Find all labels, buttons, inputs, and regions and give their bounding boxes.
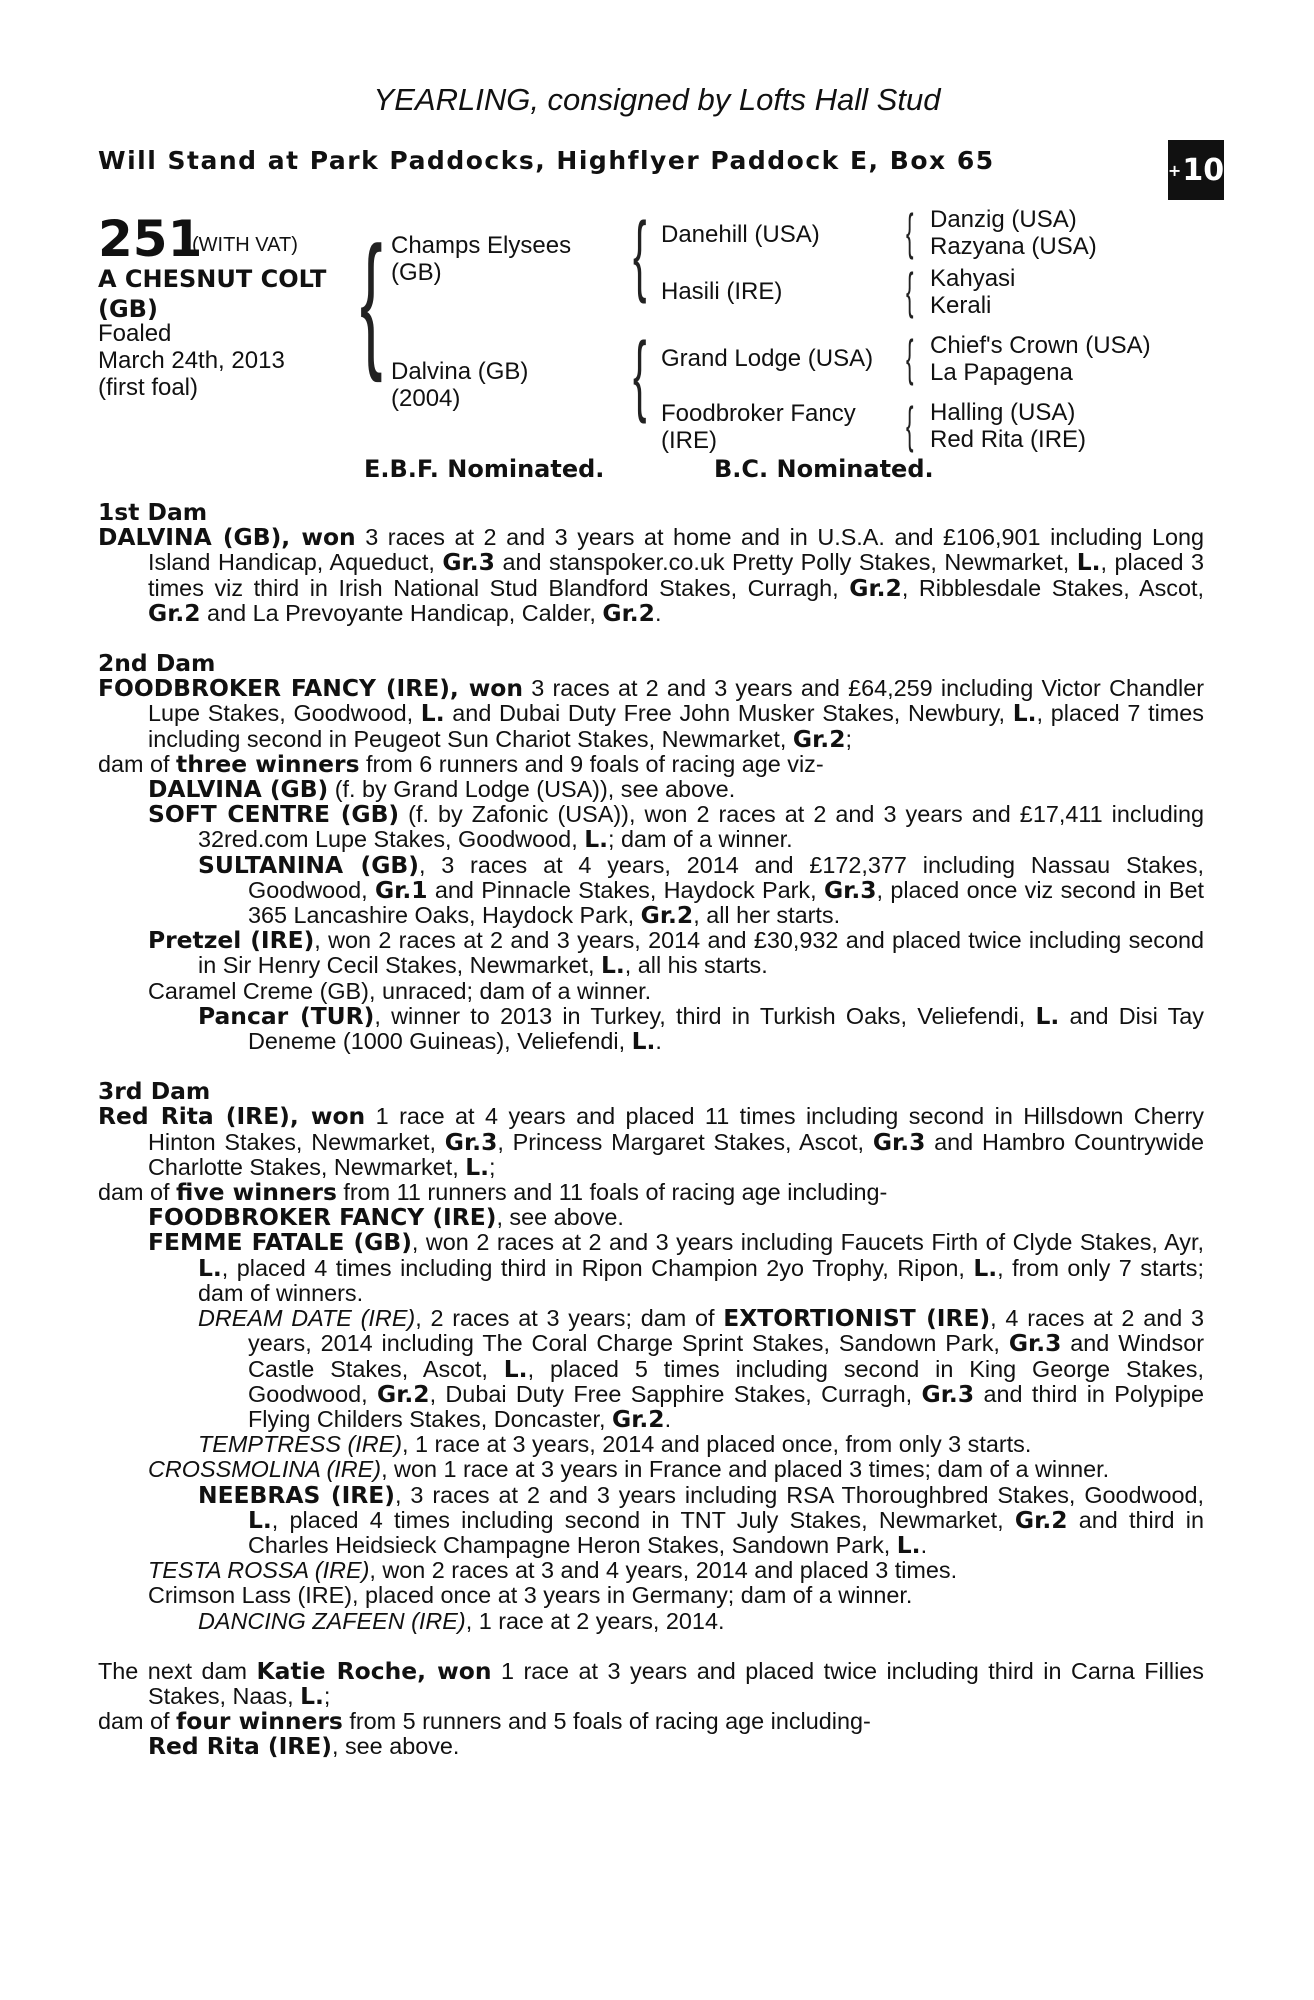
brace-3: { [906, 330, 914, 386]
badge-plus: + [1167, 160, 1182, 180]
third-dam-record: Red Rita (IRE), won 1 race at 4 years and placed 11 times including second in Hillsdown Cherry Hinton Stakes, Newmarket, Gr.3, Princess Margaret Stakes, Ascot, Gr.3 and Hambro Countrywide Charlotte Stakes, Newmarket, L.; [98, 1102, 1204, 1181]
third-dam-section [98, 1079, 1204, 1633]
stand-location: Will Stand at Park Paddocks, Highflyer Paddock E, Box 65 [98, 146, 995, 175]
gen3-3 [930, 332, 1151, 386]
second-dam-heading: 2nd Dam [98, 649, 216, 678]
list-item: Caramel Creme (GB), unraced; dam of a winner. [148, 977, 652, 1004]
second-dam-section [98, 651, 1204, 1054]
list-item: SOFT CENTRE (GB) (f. by Zafonic (USA)), won 2 races at 2 and 3 years and £17,411 including 32red.com Lupe Stakes, Goodwood, L.; dam of a winner. [148, 800, 1204, 854]
dam-line-brace: { [633, 325, 647, 425]
lot-number: 251 [98, 210, 203, 268]
pedigree-sire [391, 232, 571, 286]
dam-sire: Grand Lodge (USA) [661, 345, 874, 372]
gen3-dds: Halling (USA) [930, 399, 1076, 426]
second-dam-name: FOODBROKER FANCY (IRE) [98, 674, 450, 703]
sire-dam-brace: { [360, 215, 383, 383]
next-dam-section [98, 1656, 1204, 1761]
vat-note: (WITH VAT) [192, 234, 298, 256]
foaled-date: March 24th, 2013 [98, 347, 285, 374]
list-item: Pancar (TUR), winner to 2013 in Turkey, third in Turkish Oaks, Veliefendi, L. and Disi Tay Deneme (1000 Guineas), Veliefendi, L.. [198, 1001, 1205, 1056]
foaled-label: Foaled [98, 320, 172, 347]
catalogue-body [98, 500, 1204, 1785]
sire-dam: Hasili (IRE) [661, 278, 783, 305]
list-item: TESTA ROSSA (IRE), won 2 races at 3 and 4 years, 2014 and placed 3 times. [148, 1557, 958, 1584]
ebf-nominated: E.B.F. Nominated. [364, 455, 605, 483]
list-item: NEEBRAS (IRE), 3 races at 2 and 3 years including RSA Thoroughbred Stakes, Goodwood, L., placed 4 times including second in TNT July Stakes, Newmarket, Gr.2 and third in Charles Heidsieck Champagne Heron Stakes, Sandown Park, L.. [198, 1480, 1204, 1559]
lot-description-line1: A CHESNUT COLT [98, 265, 327, 293]
won-label: won [301, 523, 356, 552]
list-item: DALVINA (GB) (f. by Grand Lodge (USA)), see above. [148, 775, 736, 804]
bc-nominated: B.C. Nominated. [714, 455, 934, 483]
third-dam-name: Red Rita (IRE) [98, 1102, 290, 1131]
gen3-1 [930, 206, 1097, 260]
lot-description [98, 264, 326, 324]
gen3-sss: Danzig (USA) [930, 206, 1077, 233]
second-dam-summary: dam of three winners from 6 runners and 9 foals of racing age viz- [98, 749, 824, 778]
gen3-dsd: La Papagena [930, 359, 1073, 386]
brace-1: { [906, 204, 914, 260]
foaled-details [98, 320, 285, 401]
third-dam-heading: 3rd Dam [98, 1077, 211, 1106]
first-dam-section [98, 500, 1204, 626]
badge-number: 10 [1182, 152, 1225, 188]
gen3-4 [930, 399, 1086, 453]
list-item: DREAM DATE (IRE), 2 races at 3 years; dam of EXTORTIONIST (IRE), 4 races at 2 and 3 years, 2014 including The Coral Charge Sprint Stakes, Sandown Park, Gr.3 and Windsor Castle Stakes, Ascot, L., placed 5 times including second in King George Stakes, Goodwood, Gr.2, Dubai Duty Free Sapphire Stakes, Curragh, Gr.3 and third in Polypipe Flying Childers Stakes, Doncaster, Gr.2. [198, 1304, 1205, 1433]
next-dam-summary: dam of four winners from 5 runners and 5 foals of racing age including- [98, 1707, 871, 1736]
dam-name: Dalvina (GB) [391, 358, 529, 385]
next-dam-record: The next dam Katie Roche, won 1 race at 3 years and placed twice including third in Carna Fillies Stakes, Naas, L.; [98, 1656, 1204, 1710]
list-item: Crimson Lass (IRE), placed once at 3 years in Germany; dam of a winner. [148, 1582, 913, 1609]
gen3-2 [930, 265, 1015, 319]
brace-2: { [906, 263, 914, 319]
dam-dam-origin: (IRE) [661, 427, 717, 454]
dam-year: (2004) [391, 385, 461, 412]
brace-4: { [906, 397, 914, 453]
list-item: CROSSMOLINA (IRE), won 1 race at 3 years in France and placed 3 times; dam of a winner. [148, 1456, 1110, 1483]
second-dam-record: FOODBROKER FANCY (IRE), won 3 races at 2 and 3 years and £64,259 including Victor Chandler Lupe Stakes, Goodwood, L. and Dubai Duty Free John Musker Stakes, Newbury, L., placed 7 times including second in Peugeot Sun Chariot Stakes, Newmarket, Gr.2; [98, 674, 1205, 753]
third-dam-summary: dam of five winners from 11 runners and 11 foals of racing age including- [98, 1178, 888, 1207]
list-item: SULTANINA (GB), 3 races at 4 years, 2014 and £172,377 including Nassau Stakes, Goodwood, Gr.1 and Pinnacle Stakes, Haydock Park, Gr.3, placed once viz second in Bet 365 Lancashire Oaks, Haydock Park, Gr.2, all her starts. [198, 850, 1205, 930]
lot-badge [1168, 140, 1224, 200]
dam-dam-name: Foodbroker Fancy [661, 400, 856, 427]
pedigree-dam [391, 358, 528, 412]
gen3-sds: Kahyasi [930, 265, 1016, 292]
next-dam-name: Katie Roche [256, 1656, 418, 1685]
dam-dam [661, 400, 856, 454]
list-item: FOODBROKER FANCY (IRE), see above. [148, 1203, 624, 1232]
sire-line-brace: { [633, 205, 647, 305]
first-dam-heading: 1st Dam [98, 498, 208, 526]
list-item: Red Rita (IRE), see above. [148, 1732, 460, 1761]
list-item: TEMPTRESS (IRE), 1 race at 3 years, 2014 and placed once, from only 3 starts. [198, 1431, 1032, 1458]
sire-sire: Danehill (USA) [661, 221, 820, 248]
sire-name: Champs Elysees [391, 232, 572, 259]
first-dam-record: DALVINA (GB), won 3 races at 2 and 3 years at home and in U.S.A. and £106,901 including Long Island Handicap, Aqueduct, Gr.3 and stanspoker.co.uk Pretty Polly Stakes, Newmarket, L., placed 3 times viz third in Irish National Stud Blandford Stakes, Curragh, Gr.2, Ribblesdale Stakes, Ascot, Gr.2 and La Prevoyante Handicap, Calder, Gr.2. [98, 523, 1204, 627]
gen3-ssd: Razyana (USA) [930, 233, 1097, 260]
gen3-dss: Chief's Crown (USA) [930, 332, 1151, 359]
list-item: DANCING ZAFEEN (IRE), 1 race at 2 years, 2014. [198, 1607, 725, 1634]
lot-description-line2: (GB) [98, 295, 158, 323]
foal-note: (first foal) [98, 374, 199, 401]
list-item: Pretzel (IRE), won 2 races at 2 and 3 years, 2014 and £30,932 and placed twice including second in Sir Henry Cecil Stakes, Newmarket, L., all his starts. [148, 926, 1205, 980]
first-dam-name: DALVINA (GB) [98, 523, 282, 552]
gen3-ddd: Red Rita (IRE) [930, 426, 1087, 453]
list-item: FEMME FATALE (GB), won 2 races at 2 and 3 years including Faucets Firth of Clyde Stakes, Ayr, L., placed 4 times including third in Ripon Champion 2yo Trophy, Ripon, L., from only 7 starts; dam of winners. [148, 1228, 1204, 1306]
page-title: YEARLING, consigned by Lofts Hall Stud [373, 82, 941, 117]
gen3-sdd: Kerali [930, 292, 992, 319]
sire-origin: (GB) [391, 259, 442, 286]
